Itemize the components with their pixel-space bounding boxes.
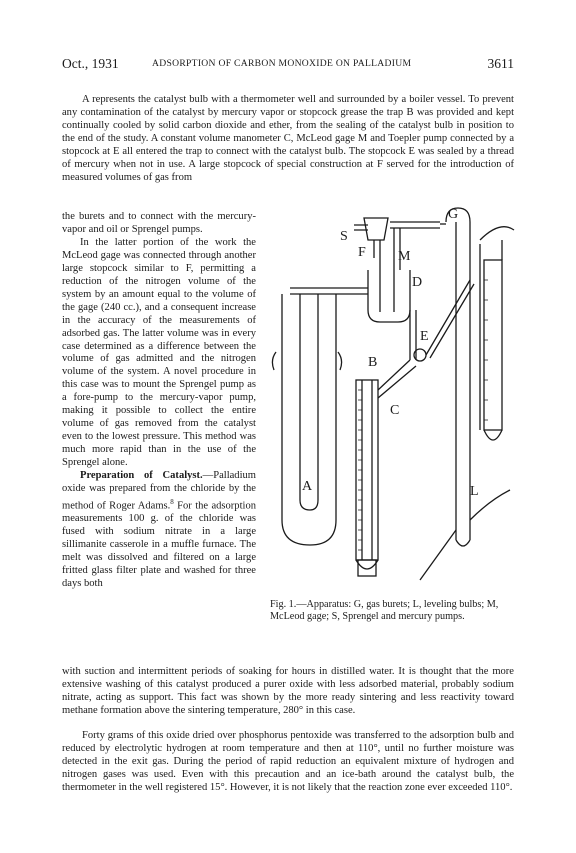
gas-buret-g <box>446 208 470 500</box>
leveling-tube <box>456 500 470 546</box>
label-g: G <box>448 207 459 222</box>
column-continuation: the burets and to connect with the mercury-vapor and oil or Sprengel pumps. <box>62 211 256 235</box>
label-e: E <box>420 329 429 344</box>
page-number: 3611 <box>487 56 514 71</box>
running-header <box>62 56 514 74</box>
section-paragraph <box>62 470 256 591</box>
label-s: S <box>340 229 348 244</box>
label-c: C <box>390 403 400 418</box>
footnote-ref: 8 <box>170 497 174 506</box>
section-text: —Palladium oxide was prepared from the chloride by the method of Roger Adams. <box>62 470 256 512</box>
paragraph-1: A represents the catalyst bulb with a thermometer well and surrounded by a boiler vessel. To prevent any contamination of the catalyst by mercury vapor or stopcock grease the trap B was provided and kept continually cooled by solid carbon dioxide and ether, from the sealing of the catalyst bulb in position to the end of the study. A constant volume manometer C, McLeod gage M and Toepler pump connected by a stopcock at E all entered the trap to connect with the catalyst bulb. The stopcock E was sealed by a thread of mercury when not in use. A large stopcock of special construction at F served for the introduction of measured volumes of gas from <box>62 94 514 183</box>
section-text-2: For the adsorption measurements 100 g. of the chloride was fused with sodium nitrate in a large sillimanite casserole in a muffle furnace. The melt was dissolved and filtered on a large fritted glass filter plate and washed for three days both <box>62 500 256 590</box>
column-paragraph-2: In the latter portion of the work the McLeod gage was connected through another large stopcock similar to F, permitting a reduction of the nitrogen volume of the system by an amount equal to the volume of the gage (240 cc.), and a consequent increase in the accuracy of the measurements of adsorbed gas. The latter volume was in every case determined as a difference between the volume of gas admitted and the nitrogen volume of the system. A novel procedure in this case was to mount the Sprengel pump as a fore-pump to the mercury-vapor pump, making it possible to collect the entire volume of gas removed from the catalyst even to the lowest pressure. This method was much more rapid than in the use of the Sprengel alone. <box>62 236 256 469</box>
paragraph-3: with suction and intermittent periods of soaking for hours in distilled water. It is thought that the more extensive washing of this catalyst produced a purer oxide with less adsorbed material, probably sodium nitrate, acting as support. This fact was shown by the more ready sintering and less reactivity toward methane formation above the sintering temperature, 280° in this case. <box>62 666 514 716</box>
stopcock-f <box>364 218 388 240</box>
header-title: ADSORPTION OF CARBON MONOXIDE ON PALLADIUM <box>152 58 412 69</box>
apparatus-figure <box>270 200 520 595</box>
top-manifold <box>390 222 440 228</box>
section-heading: Preparation of Catalyst. <box>80 470 203 482</box>
figure-caption: Fig. 1.—Apparatus: G, gas burets; L, leveling bulbs; M, McLeod gage; S, Sprengel and mercury pumps. <box>270 599 499 623</box>
trap-d <box>368 270 410 322</box>
catalyst-bulb-a <box>282 294 336 545</box>
wrapped-column-text <box>62 211 256 591</box>
label-d: D <box>412 275 423 290</box>
label-a: A <box>302 479 313 494</box>
label-f: F <box>358 245 366 260</box>
label-l: L <box>470 484 479 499</box>
header-date: Oct., 1931 <box>62 56 119 71</box>
label-b: B <box>368 355 378 370</box>
label-m: M <box>398 249 411 264</box>
paragraph-4: Forty grams of this oxide dried over phosphorus pentoxide was transferred to the adsorption bulb and reduced by electrolytic hydrogen at room temperature and then at 110°, until no further moisture was detected in the exit gas. During the period of rapid reduction an equivalent mixture of hydrogen and nitrogen gases was used. Even with this precaution and an ice-bath around the catalyst bulb, the thermometer in the well registered 15°. However, it is not likely that the reaction zone ever exceeded 110°. <box>62 730 514 793</box>
